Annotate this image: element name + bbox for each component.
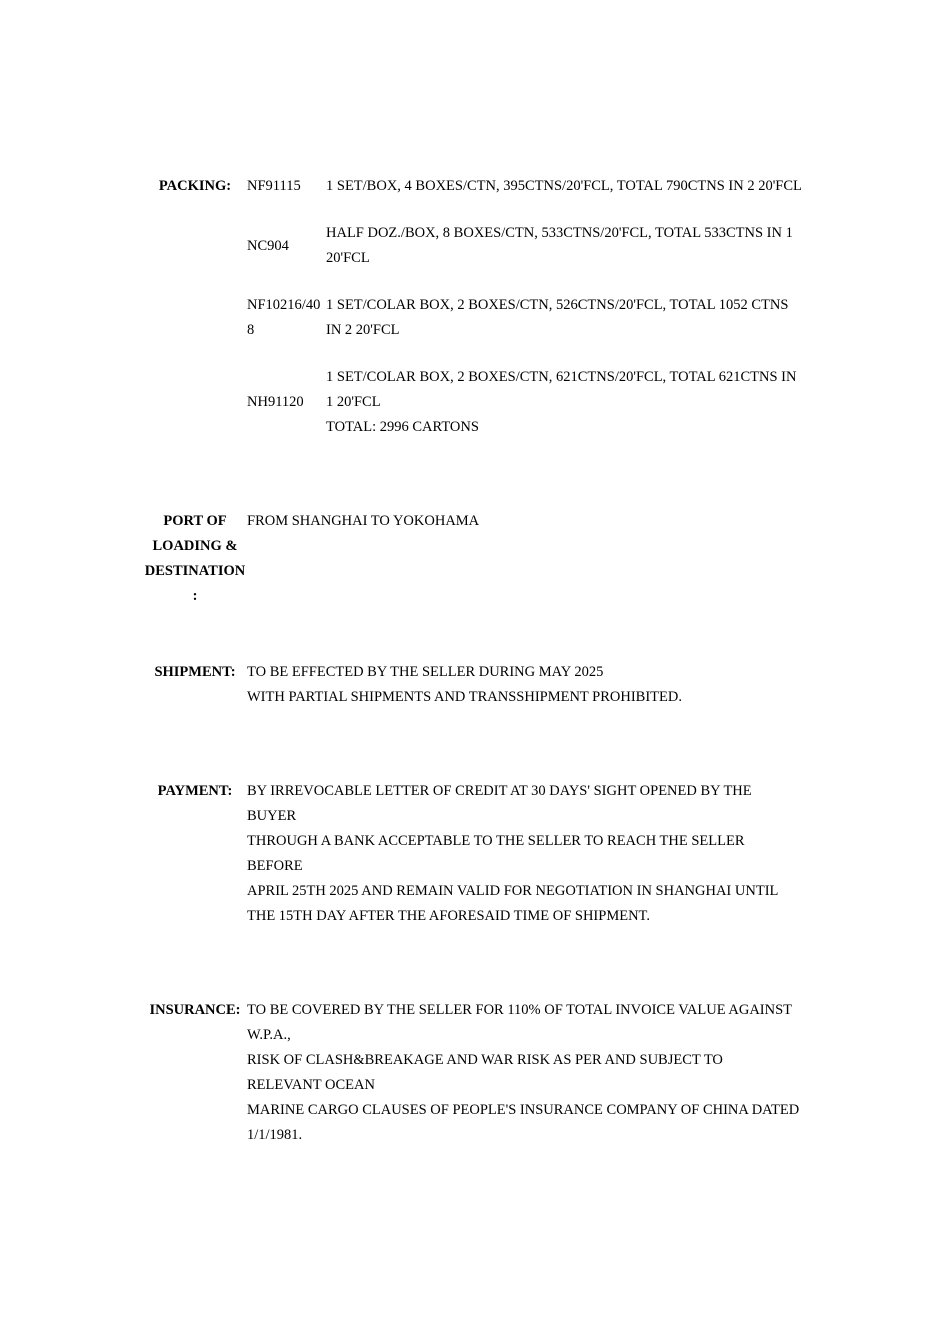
packing-description [326,365,796,440]
packing-line: 20'FCL [326,250,370,266]
payment-line: BY IRREVOCABLE LETTER OF CREDIT AT 30 DAYS' SIGHT OPENED BY THE [247,783,752,799]
packing-line: HALF DOZ./BOX, 8 BOXES/CTN, 533CTNS/20'FCL, TOTAL 533CTNS IN 1 [326,225,793,241]
payment-label: PAYMENT: [157,783,233,799]
insurance-text [247,998,799,1148]
port-label-line: DESTINATION [144,563,246,579]
packing-description [326,293,788,343]
port-label-line: : [192,588,198,604]
shipment-line: TO BE EFFECTED BY THE SELLER DURING MAY 2025 [247,664,604,680]
packing-description [326,221,793,271]
insurance-line: W.P.A., [247,1027,291,1043]
packing-description [326,174,802,199]
port-label-line: PORT OF [163,513,227,529]
insurance-line: RISK OF CLASH&BREAKAGE AND WAR RISK AS PER AND SUBJECT TO [247,1052,723,1068]
packing-total: TOTAL: 2996 CARTONS [326,419,479,435]
payment-text [247,779,778,929]
packing-line: 1 SET/COLAR BOX, 2 BOXES/CTN, 526CTNS/20'FCL, TOTAL 1052 CTNS [326,297,789,313]
insurance-line: 1/1/1981. [247,1127,303,1143]
packing-line: 1 20'FCL [326,394,381,410]
packing-code: NC904 [247,238,289,254]
packing-code: NH91120 [247,394,304,410]
insurance-line: MARINE CARGO CLAUSES OF PEOPLE'S INSURANCE COMPANY OF CHINA DATED [247,1102,800,1118]
packing-code-line: NF10216/40 [247,297,321,313]
payment-line: THROUGH A BANK ACCEPTABLE TO THE SELLER TO REACH THE SELLER [247,833,745,849]
port-label [140,509,250,609]
insurance-label: INSURANCE: [149,1002,241,1018]
packing-line: 1 SET/BOX, 4 BOXES/CTN, 395CTNS/20'FCL, TOTAL 790CTNS IN 2 20'FCL [326,178,802,194]
packing-label: PACKING: [158,178,232,194]
port-label-line: LOADING & [152,538,238,554]
shipment-line: WITH PARTIAL SHIPMENTS AND TRANSSHIPMENT PROHIBITED. [247,689,682,705]
shipment-label: SHIPMENT: [154,664,236,680]
packing-code [247,293,320,343]
payment-line: THE 15TH DAY AFTER THE AFORESAID TIME OF SHIPMENT. [247,908,650,924]
packing-line: IN 2 20'FCL [326,322,400,338]
payment-line: BUYER [247,808,297,824]
insurance-line: TO BE COVERED BY THE SELLER FOR 110% OF TOTAL INVOICE VALUE AGAINST [247,1002,793,1018]
packing-code: NF91115 [247,178,301,194]
packing-code-line: 8 [247,322,255,338]
insurance-line: RELEVANT OCEAN [247,1077,375,1093]
payment-line: BEFORE [247,858,303,874]
port-text: FROM SHANGHAI TO YOKOHAMA [247,513,480,529]
payment-line: APRIL 25TH 2025 AND REMAIN VALID FOR NEGOTIATION IN SHANGHAI UNTIL [247,883,779,899]
shipment-text [247,660,682,710]
packing-line: 1 SET/COLAR BOX, 2 BOXES/CTN, 621CTNS/20'FCL, TOTAL 621CTNS IN [326,369,797,385]
